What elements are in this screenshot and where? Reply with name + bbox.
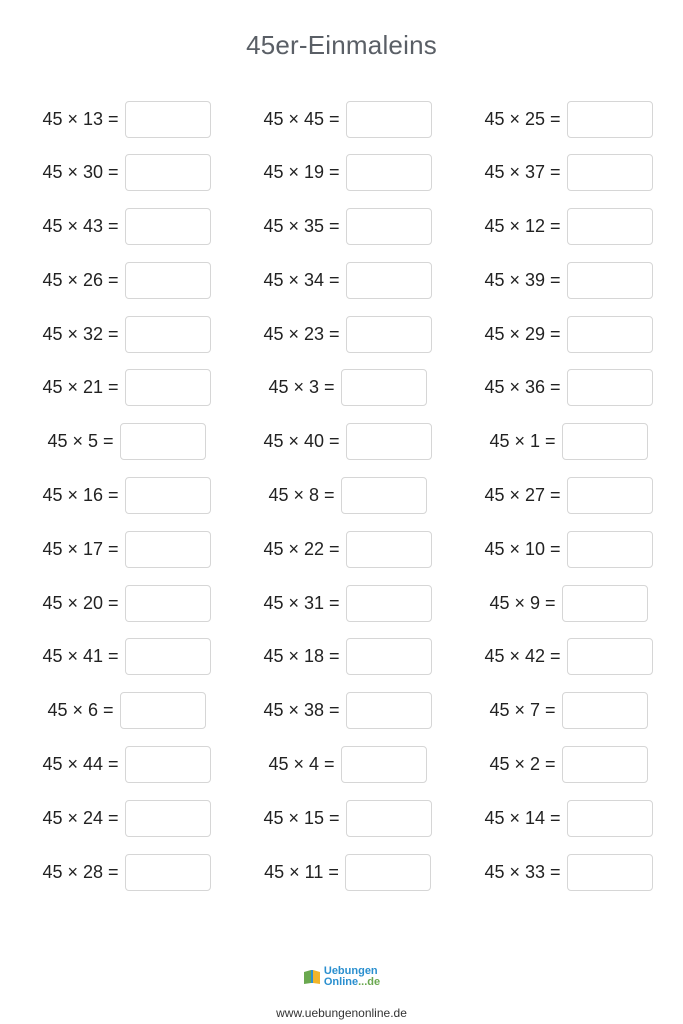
answer-box[interactable] bbox=[125, 101, 211, 138]
exercise-expression: 45 × 33 = bbox=[484, 861, 561, 882]
answer-box[interactable] bbox=[125, 585, 211, 622]
exercise-item bbox=[237, 422, 458, 462]
answer-box[interactable] bbox=[567, 154, 653, 191]
exercise-expression: 45 × 6 = bbox=[47, 700, 114, 721]
answer-box[interactable] bbox=[346, 423, 432, 460]
exercise-item bbox=[458, 529, 679, 569]
answer-box[interactable] bbox=[567, 638, 653, 675]
answer-box[interactable] bbox=[346, 154, 432, 191]
exercise-expression: 45 × 30 = bbox=[42, 162, 119, 183]
answer-box[interactable] bbox=[346, 531, 432, 568]
exercise-expression: 45 × 11 = bbox=[264, 861, 339, 882]
exercise-expression: 45 × 16 = bbox=[42, 485, 119, 506]
answer-box[interactable] bbox=[125, 531, 211, 568]
exercise-item bbox=[458, 583, 679, 623]
exercise-item bbox=[458, 368, 679, 408]
answer-box[interactable] bbox=[346, 101, 432, 138]
exercise-expression: 45 × 15 = bbox=[263, 807, 340, 828]
exercise-item bbox=[458, 260, 679, 300]
exercise-item bbox=[458, 422, 679, 462]
exercise-expression: 45 × 3 = bbox=[268, 377, 335, 398]
answer-box[interactable] bbox=[346, 316, 432, 353]
exercise-expression: 45 × 23 = bbox=[263, 323, 340, 344]
exercise-item bbox=[16, 745, 237, 785]
exercise-item bbox=[237, 691, 458, 731]
answer-box[interactable] bbox=[567, 369, 653, 406]
exercise-item bbox=[237, 745, 458, 785]
exercise-item bbox=[458, 207, 679, 247]
exercise-expression: 45 × 17 = bbox=[42, 538, 119, 559]
answer-box[interactable] bbox=[346, 585, 432, 622]
exercise-item bbox=[16, 207, 237, 247]
exercise-expression: 45 × 36 = bbox=[484, 377, 561, 398]
exercise-item bbox=[237, 314, 458, 354]
exercise-expression: 45 × 10 = bbox=[484, 538, 561, 559]
exercise-expression: 45 × 18 = bbox=[263, 646, 340, 667]
exercise-expression: 45 × 39 = bbox=[484, 269, 561, 290]
answer-box[interactable] bbox=[567, 800, 653, 837]
exercise-item bbox=[16, 691, 237, 731]
answer-box[interactable] bbox=[341, 477, 427, 514]
exercise-item bbox=[237, 368, 458, 408]
footer-logo bbox=[0, 966, 683, 988]
exercise-item bbox=[458, 314, 679, 354]
exercise-expression: 45 × 29 = bbox=[484, 323, 561, 344]
exercise-item bbox=[16, 476, 237, 516]
answer-box[interactable] bbox=[567, 316, 653, 353]
logo-text-top: Uebungen bbox=[323, 965, 378, 977]
answer-box[interactable] bbox=[562, 746, 648, 783]
answer-box[interactable] bbox=[125, 638, 211, 675]
answer-box[interactable] bbox=[125, 154, 211, 191]
exercise-item bbox=[237, 99, 458, 139]
exercise-expression: 45 × 7 = bbox=[489, 700, 556, 721]
answer-box[interactable] bbox=[345, 854, 431, 891]
exercise-item bbox=[458, 852, 679, 892]
answer-box[interactable] bbox=[125, 208, 211, 245]
exercise-item bbox=[237, 798, 458, 838]
exercise-item bbox=[237, 529, 458, 569]
exercise-expression: 45 × 24 = bbox=[42, 807, 119, 828]
exercise-expression: 45 × 43 = bbox=[42, 216, 119, 237]
answer-box[interactable] bbox=[125, 800, 211, 837]
exercise-expression: 45 × 35 = bbox=[263, 216, 340, 237]
exercise-expression: 45 × 40 = bbox=[263, 431, 340, 452]
exercise-expression: 45 × 42 = bbox=[484, 646, 561, 667]
exercise-expression: 45 × 22 = bbox=[263, 538, 340, 559]
exercise-expression: 45 × 38 = bbox=[263, 700, 340, 721]
exercise-expression: 45 × 2 = bbox=[489, 754, 556, 775]
answer-box[interactable] bbox=[346, 800, 432, 837]
exercise-expression: 45 × 13 = bbox=[42, 108, 119, 129]
exercise-expression: 45 × 1 = bbox=[489, 431, 556, 452]
answer-box[interactable] bbox=[341, 369, 427, 406]
answer-box[interactable] bbox=[120, 423, 206, 460]
exercise-item bbox=[458, 745, 679, 785]
answer-box[interactable] bbox=[125, 316, 211, 353]
exercise-item bbox=[458, 153, 679, 193]
answer-box[interactable] bbox=[125, 262, 211, 299]
exercise-item bbox=[458, 99, 679, 139]
answer-box[interactable] bbox=[562, 423, 648, 460]
exercise-item bbox=[16, 368, 237, 408]
exercise-item bbox=[237, 260, 458, 300]
book-icon bbox=[303, 969, 321, 985]
exercise-expression: 45 × 19 = bbox=[263, 162, 340, 183]
exercise-expression: 45 × 25 = bbox=[484, 108, 561, 129]
exercise-item bbox=[237, 583, 458, 623]
exercise-expression: 45 × 32 = bbox=[42, 323, 119, 344]
logo-text-bottom: Online bbox=[323, 976, 359, 988]
exercise-expression: 45 × 8 = bbox=[268, 485, 335, 506]
exercise-expression: 45 × 26 = bbox=[42, 269, 119, 290]
answer-box[interactable] bbox=[567, 262, 653, 299]
exercise-item bbox=[237, 852, 458, 892]
exercise-expression: 45 × 21 = bbox=[42, 377, 119, 398]
answer-box[interactable] bbox=[341, 746, 427, 783]
exercise-item bbox=[16, 798, 237, 838]
exercise-item bbox=[458, 476, 679, 516]
exercise-item bbox=[16, 583, 237, 623]
answer-box[interactable] bbox=[567, 101, 653, 138]
exercise-item bbox=[16, 637, 237, 677]
exercise-expression: 45 × 44 = bbox=[42, 754, 119, 775]
footer-url: www.uebungenonline.de bbox=[276, 1006, 407, 1020]
answer-box[interactable] bbox=[562, 585, 648, 622]
exercise-expression: 45 × 20 = bbox=[42, 592, 119, 613]
answer-box[interactable] bbox=[125, 854, 211, 891]
exercise-expression: 45 × 4 = bbox=[268, 754, 335, 775]
answer-box[interactable] bbox=[125, 746, 211, 783]
answer-box[interactable] bbox=[125, 477, 211, 514]
exercise-item bbox=[16, 260, 237, 300]
answer-box[interactable] bbox=[346, 638, 432, 675]
exercise-item bbox=[458, 798, 679, 838]
answer-box[interactable] bbox=[346, 692, 432, 729]
exercise-expression: 45 × 14 = bbox=[484, 807, 561, 828]
exercise-expression: 45 × 37 = bbox=[484, 162, 561, 183]
exercise-expression: 45 × 27 = bbox=[484, 485, 561, 506]
answer-box[interactable] bbox=[567, 854, 653, 891]
exercise-item bbox=[16, 422, 237, 462]
logo-suffix: ...de bbox=[358, 976, 381, 988]
exercise-item bbox=[237, 153, 458, 193]
exercise-expression: 45 × 45 = bbox=[263, 108, 340, 129]
exercise-expression: 45 × 31 = bbox=[263, 592, 340, 613]
answer-box[interactable] bbox=[346, 208, 432, 245]
exercise-item bbox=[237, 476, 458, 516]
exercise-item bbox=[237, 637, 458, 677]
answer-box[interactable] bbox=[346, 262, 432, 299]
exercise-item bbox=[237, 207, 458, 247]
exercise-item bbox=[16, 314, 237, 354]
exercise-expression: 45 × 5 = bbox=[47, 431, 114, 452]
exercise-expression: 45 × 9 = bbox=[489, 592, 556, 613]
exercise-expression: 45 × 28 = bbox=[42, 861, 119, 882]
exercise-grid bbox=[0, 99, 683, 906]
exercise-expression: 45 × 41 = bbox=[42, 646, 119, 667]
exercise-item bbox=[16, 153, 237, 193]
page-title: 45er-Einmaleins bbox=[246, 30, 437, 60]
exercise-expression: 45 × 12 = bbox=[484, 216, 561, 237]
answer-box[interactable] bbox=[567, 531, 653, 568]
exercise-item bbox=[458, 637, 679, 677]
exercise-item bbox=[458, 691, 679, 731]
exercise-item bbox=[16, 852, 237, 892]
answer-box[interactable] bbox=[567, 477, 653, 514]
answer-box[interactable] bbox=[562, 692, 648, 729]
answer-box[interactable] bbox=[125, 369, 211, 406]
exercise-item bbox=[16, 529, 237, 569]
answer-box[interactable] bbox=[120, 692, 206, 729]
exercise-expression: 45 × 34 = bbox=[263, 269, 340, 290]
exercise-item bbox=[16, 99, 237, 139]
answer-box[interactable] bbox=[567, 208, 653, 245]
